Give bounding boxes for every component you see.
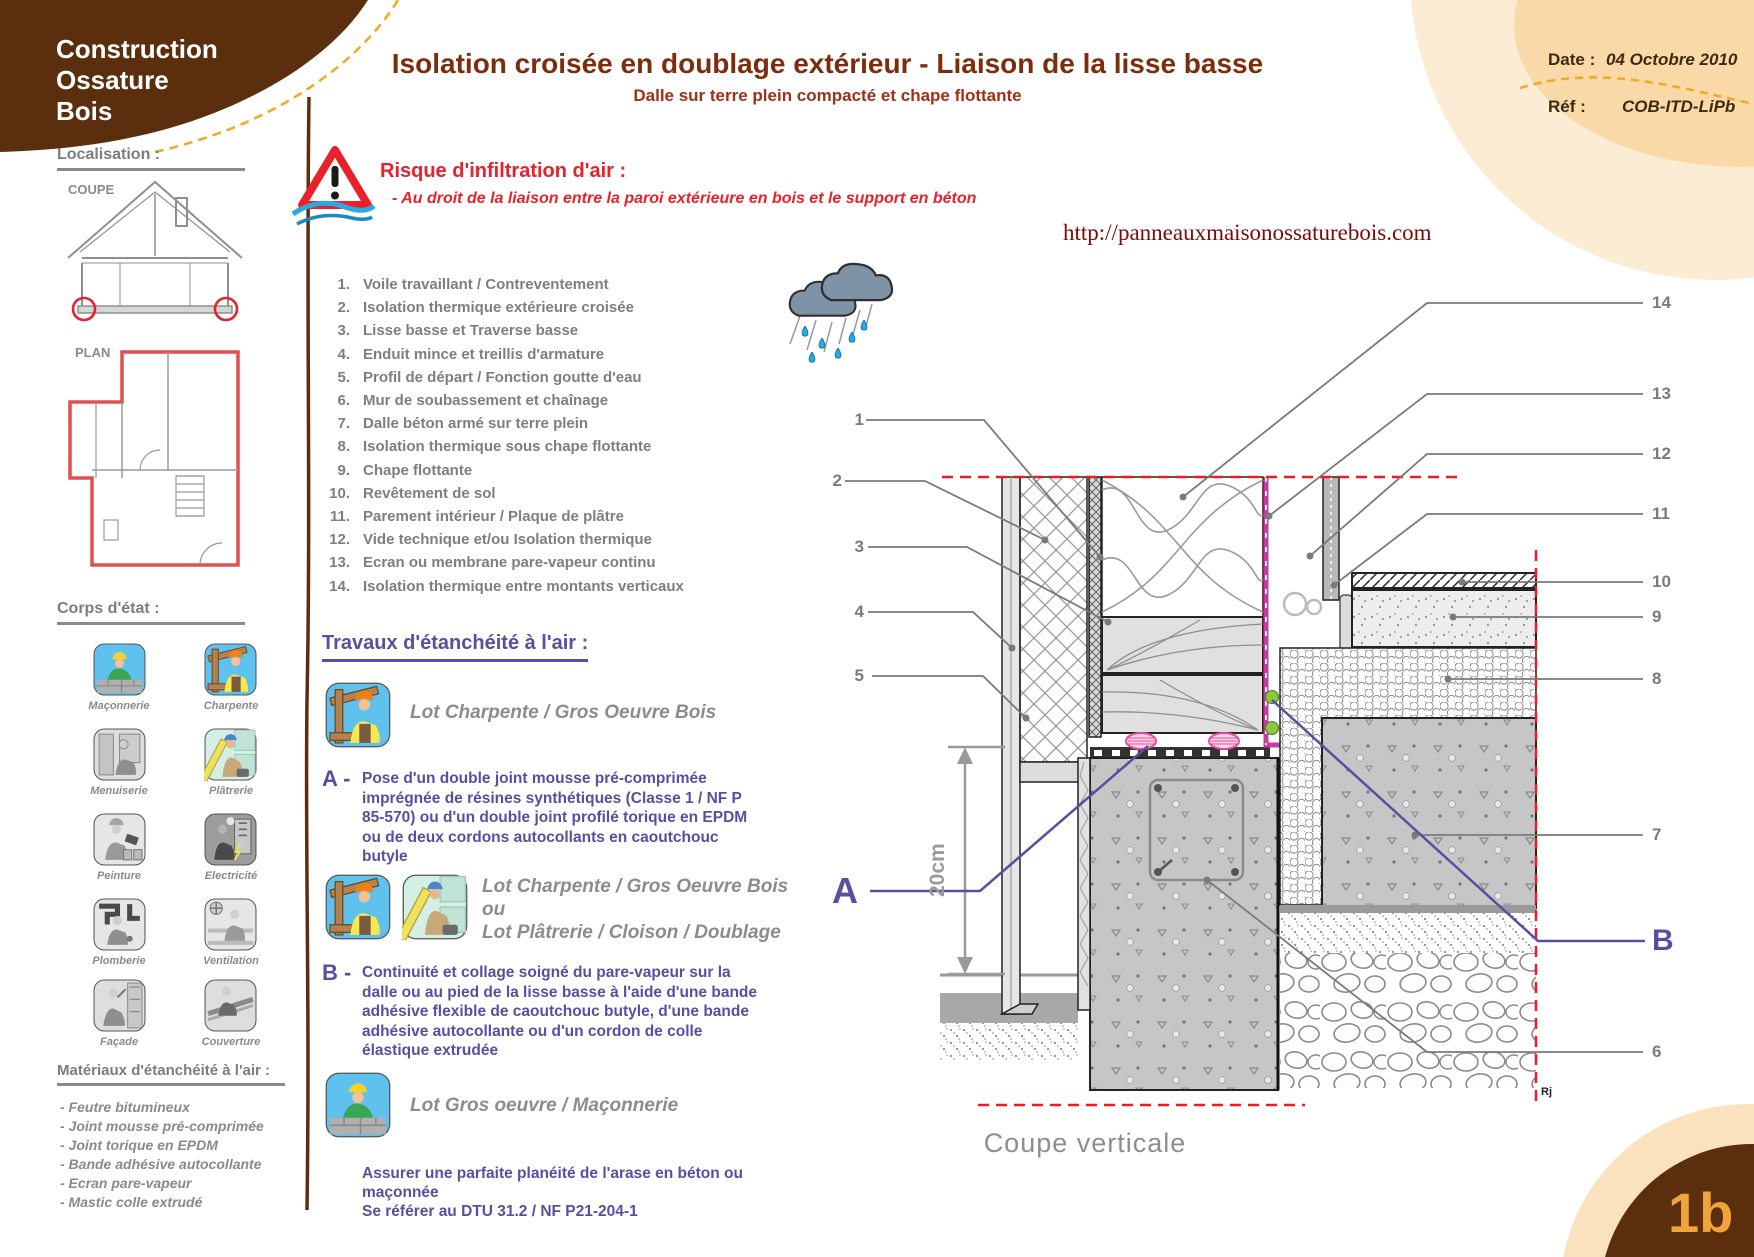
- callout-12: 12: [1652, 444, 1671, 463]
- materials-list: [60, 1098, 264, 1212]
- callout-2: 2: [832, 471, 842, 490]
- legend-item: 11. Parement intérieur / Plaque de plâtre: [329, 508, 624, 526]
- column-divider: [307, 97, 309, 1210]
- lot3-label: Lot Gros oeuvre / Maçonnerie: [410, 1095, 679, 1116]
- item-b-mark: B -: [322, 960, 352, 985]
- trade-icon-peinture: [93, 813, 146, 866]
- legend-item: 1. Voile travaillant / Contreventement: [337, 276, 609, 293]
- trade-icon-menuiserie: [93, 728, 146, 781]
- lot-charpente-icon: [325, 682, 391, 748]
- legend-item: 9. Chape flottante: [337, 461, 473, 479]
- lot2-line2: ou: [482, 899, 506, 920]
- legend-item: 12. Vide technique et/ou Isolation thermique: [329, 531, 652, 549]
- brand-logo: [56, 34, 218, 127]
- legend-item: 8. Isolation thermique sous chape flottante: [337, 438, 652, 456]
- trade-label-maconnerie: Maçonnerie: [88, 700, 150, 712]
- plan-drawing: [70, 352, 238, 565]
- coupe-house-drawing: [68, 182, 242, 320]
- callout-11: 11: [1652, 504, 1670, 523]
- lot2-line1: Lot Charpente / Gros Oeuvre Bois: [482, 876, 789, 897]
- trade-icon-charpente: [204, 643, 257, 696]
- material-item: - Joint mousse pré-comprimée: [60, 1118, 264, 1134]
- trade-label-facade: Façade: [100, 1036, 138, 1048]
- trade-label-ventilation: Ventilation: [203, 955, 259, 967]
- arase-note: [362, 1164, 782, 1221]
- callout-a: A: [832, 870, 858, 911]
- legend-item: 14. Isolation thermique entre montants verticaux: [329, 577, 684, 595]
- warning-triangle-icon: [293, 150, 374, 224]
- item-b-text: Continuité et collage soigné du pare-vapeur sur la dalle ou au pied de la lisse basse à l'aide d'une bande adhésive flexible de caoutchouc butyle, d'une bande adhésive autocollante ou d'un cordon de colle élastique extrudée: [362, 964, 758, 1059]
- material-item: - Ecran pare-vapeur: [60, 1175, 192, 1191]
- material-item: - Joint torique en EPDM: [60, 1137, 218, 1153]
- callout-4: 4: [854, 602, 864, 621]
- legend-item: 5. Profil de départ / Fonction goutte d'eau: [337, 368, 642, 386]
- lot-charpente-icon-2: [325, 874, 391, 940]
- legend-item: 6. Mur de soubassement et chaînage: [337, 392, 609, 410]
- lot-maconnerie-icon: [325, 1072, 391, 1138]
- localisation-title: Localisation :: [57, 146, 245, 171]
- trade-label-plomberie: Plomberie: [92, 955, 146, 967]
- material-item: - Mastic colle extrudé: [60, 1194, 203, 1210]
- lot2-line3: Lot Plâtrerie / Cloison / Doublage: [482, 922, 781, 943]
- legend-list: [322, 273, 742, 598]
- callout-9: 9: [1652, 607, 1662, 626]
- trade-icon-ventilation: [204, 898, 257, 951]
- arase-note-line1: Assurer une parfaite planéité de l'arase en béton ou maçonnée: [362, 1165, 743, 1201]
- material-item: - Bande adhésive autocollante: [60, 1156, 262, 1172]
- trade-label-couverture: Couverture: [201, 1036, 261, 1048]
- legend-item: 4. Enduit mince et treillis d'armature: [337, 345, 605, 363]
- callout-5: 5: [854, 666, 864, 685]
- legend-item: 2. Isolation thermique extérieure croisée: [337, 299, 634, 317]
- warning-detail: - Au droit de la liaison entre la paroi extérieure en bois et le support en béton: [392, 190, 977, 207]
- trade-label-platrerie: Plâtrerie: [208, 785, 254, 797]
- callout-1: 1: [854, 410, 864, 429]
- lot-platrerie-icon: [402, 874, 468, 940]
- dimension-label: 20cm: [926, 843, 949, 897]
- callout-14: 14: [1652, 293, 1671, 312]
- item-a-text: Pose d'un double joint mousse pré-comprimée imprégnée de résines synthétiques (Classe 1 / NF P 85-570) ou d'un double joint profilé torique en EPDM ou de deux cordons autocollants en caoutchouc butyle: [362, 770, 748, 865]
- trade-icon-couverture: [204, 979, 257, 1032]
- lot1-label: Lot Charpente / Gros Oeuvre Bois: [410, 702, 717, 723]
- callout-10: 10: [1652, 572, 1671, 591]
- trade-icon-electricite: [204, 813, 257, 866]
- materials-title: Matériaux d'étanchéité à l'air :: [57, 1062, 285, 1086]
- callout-b: B: [1652, 924, 1674, 957]
- ref-label: Réf :: [1548, 97, 1586, 116]
- page-number-badge: 1b: [1668, 1181, 1734, 1244]
- trade-icon-maconnerie: [93, 643, 146, 696]
- coupe-label: COUPE: [68, 182, 115, 197]
- page-subtitle: Dalle sur terre plein compacté et chape flottante: [633, 86, 1022, 105]
- legend-item: 13. Ecran ou membrane pare-vapeur continu: [329, 554, 656, 572]
- trade-label-peinture: Peinture: [96, 870, 141, 882]
- trade-label-menuiserie: Menuiserie: [90, 785, 148, 797]
- brand-line1: Construction: [56, 34, 218, 64]
- website-link[interactable]: http://panneauxmaisonossaturebois.com: [1063, 220, 1432, 245]
- ref-value: COB-ITD-LiPb: [1622, 97, 1736, 116]
- drawing-caption: Coupe verticale: [983, 1128, 1187, 1158]
- rj-mark: Rj: [1541, 1086, 1552, 1098]
- date-value: 04 Octobre 2010: [1606, 50, 1738, 69]
- trade-icon-platrerie: [204, 728, 257, 781]
- trade-label-charpente: Charpente: [203, 700, 259, 712]
- callout-6: 6: [1652, 1042, 1662, 1061]
- legend-item: 10. Revêtement de sol: [329, 484, 496, 502]
- trade-label-electricite: Electricité: [204, 870, 258, 882]
- plan-label: PLAN: [75, 345, 111, 360]
- callout-7: 7: [1652, 825, 1662, 844]
- callout-8: 8: [1652, 669, 1662, 688]
- rain-clouds-icon: [790, 264, 892, 362]
- warning-title: Risque d'infiltration d'air :: [380, 160, 627, 182]
- corps-detat-title: Corps d'état :: [57, 600, 245, 625]
- trade-icon-facade: [93, 979, 146, 1032]
- brand-line3: Bois: [56, 96, 113, 126]
- section-drawing: [845, 303, 1645, 1105]
- item-a-mark: A -: [322, 766, 351, 791]
- date-label: Date :: [1548, 50, 1596, 69]
- trade-icon-plomberie: [93, 898, 146, 951]
- callout-3: 3: [854, 537, 864, 556]
- brand-line2: Ossature: [56, 65, 169, 95]
- material-item: - Feutre bitumineux: [60, 1099, 190, 1115]
- travaux-title: Travaux d'étanchéité à l'air :: [322, 632, 588, 662]
- callout-13: 13: [1652, 384, 1671, 403]
- legend-item: 3. Lisse basse et Traverse basse: [337, 322, 579, 340]
- dimension-20cm: [948, 747, 1005, 974]
- arase-note-line2: Se référer au DTU 31.2 / NF P21-204-1: [362, 1203, 638, 1220]
- page-title: Isolation croisée en doublage extérieur - Liaison de la lisse basse: [391, 48, 1264, 79]
- legend-item: 7. Dalle béton armé sur terre plein: [337, 415, 589, 433]
